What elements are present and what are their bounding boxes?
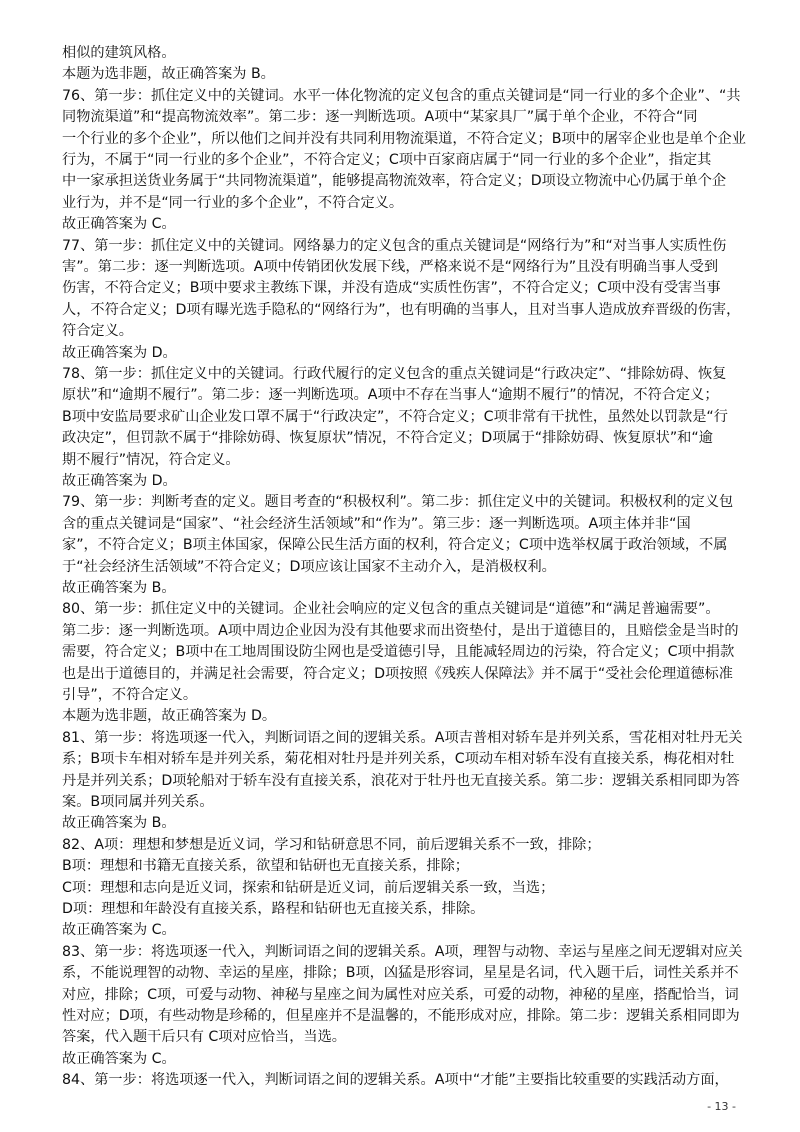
text-line: 需要，符合定义；B项中在工地周围设防尘网也是受道德引导，且能减轻周边的污染，符合定义；C项中捐款	[62, 644, 735, 661]
text-line: 案。B项同属并列关系。	[62, 794, 214, 810]
text-line: 家”，不符合定义；B项主体国家，保障公民生活方面的权利，符合定义；C项中选举权属于政治领域，不属	[62, 537, 728, 554]
text-line: 系；B项卡车相对轿车是并列关系，菊花相对牡丹是并列关系，C项动车相对轿车没有直接关系，梅花相对牡	[62, 751, 735, 768]
text-line: 系，不能说理智的动物、幸运的星座，排除；B项，凶猛是形容词，星星是名词，代入题干后，词性关系并不	[62, 965, 739, 982]
text-line: 期不履行”情况，符合定义。	[62, 451, 240, 468]
text-line: 答案，代入题干后只有 C项对应恰当，当选。	[62, 1029, 346, 1046]
text-line: 符合定义。	[62, 323, 133, 340]
text-line: 引导”，不符合定义。	[62, 687, 198, 703]
page-number: - 13 -	[707, 1100, 736, 1113]
text-line: 第二步：逐一判断选项。A项中周边企业因为没有其他要求而出资垫付，是出于道德目的，且赔偿金是当时的	[62, 622, 739, 639]
text-line: 80、第一步：抓住定义中的关键词。企业社会响应的定义包含的重点关键词是“道德”和“满足普遍需要”。	[62, 601, 720, 618]
text-line: 相似的建筑风格。	[62, 45, 176, 61]
text-line: 78、第一步：抓住定义中的关键词。行政代履行的定义包含的重点关键词是“行政决定”、“排除妨碍、恢复	[62, 366, 727, 382]
text-line: 丹是并列关系；D项轮船对于轿车没有直接关系，浪花对于牡丹也无直接关系。第二步：逻辑关系相同即为答	[62, 772, 740, 789]
text-line: 于“社会经济生活领域”不符合定义；D项应该让国家不主动介入，是消极权利。	[62, 558, 556, 575]
text-line: 政决定”，但罚款不属于“排除妨碍、恢复原状”情况，不符合定义；D项属于“排除妨碍、恢复原状”和“逾	[62, 430, 713, 447]
text-line: B项：理想和书籍无直接关系，欲望和钻研也无直接关系，排除；	[62, 858, 469, 875]
text-line: B项中安监局要求矿山企业发口罩不属于“行政决定”，不符合定义；C项非常有干扰性，虽然处以罚款是“行	[62, 408, 728, 425]
text-line: 伤害，不符合定义；B项中要求主教练下课，并没有造成“实质性伤害”，不符合定义；C项中没有受害当事	[62, 280, 721, 297]
text-line: 故正确答案为 D。	[62, 344, 177, 361]
text-line: 含的重点关键词是“国家”、“社会经济生活领域”和“作为”。第三步：逐一判断选项。A项主体并非“国	[62, 515, 691, 532]
text-line: 本题为选非题，故正确答案为 D。	[62, 708, 277, 725]
text-line: D项：理想和年龄没有直接关系，路程和钻研也无直接关系，排除。	[62, 901, 485, 917]
text-line: 故正确答案为 C。	[62, 922, 176, 939]
text-line: 中一家承担送货业务属于“共同物流渠道”，能够提高物流效率，符合定义；D项设立物流中心仍属于单个企	[62, 173, 727, 190]
text-line: 77、第一步：抓住定义中的关键词。网络暴力的定义包含的重点关键词是“网络行为”和“对当事人实质性伤	[62, 237, 727, 254]
text-line: 本题为选非题，故正确答案为 B。	[62, 66, 275, 83]
text-line: 故正确答案为 B。	[62, 580, 176, 596]
text-line: 业行为，并不是“同一行业的多个企业”，不符合定义。	[62, 194, 404, 211]
text-line: 性对应；D项，有些动物是珍稀的，但星座并不是温馨的，不能形成对应，排除。第二步：逻辑关系相同即为	[62, 1008, 740, 1024]
text-line: 76、第一步：抓住定义中的关键词。水平一体化物流的定义包含的重点关键词是“同一行业的多个企业”、“共	[62, 87, 741, 104]
text-line: 故正确答案为 B。	[62, 815, 176, 832]
text-line: 81、第一步：将选项逐一代入，判断词语之间的逻辑关系。A项吉普相对轿车是并列关系，雪花相对牡丹无关	[62, 729, 743, 746]
text-line: 84、第一步：将选项逐一代入，判断词语之间的逻辑关系。A项中“才能”主要指比较重要的实践活动方面，	[62, 1072, 729, 1089]
text-line: 故正确答案为 C。	[62, 216, 176, 233]
text-line: 同物流渠道”和“提高物流效率”。第二步：逐一判断选项。A项中“某家具厂”属于单个企业，不符合“同	[62, 109, 698, 126]
text-line: C项：理想和志向是近义词，探索和钻研是近义词，前后逻辑关系一致，当选；	[62, 879, 555, 896]
text-line: 也是出于道德目的，并满足社会需要，符合定义；D项按照《残疾人保障法》并不属于“受社会伦理道德标准	[62, 665, 733, 682]
text-line: 故正确答案为 C。	[62, 1050, 176, 1067]
text-line: 一个行业的多个企业”，所以他们之间并没有共同利用物流渠道，不符合定义；B项中的屠宰企业也是单个企业	[62, 130, 746, 147]
text-line: 故正确答案为 D。	[62, 473, 177, 489]
text-line: 行为，不属于“同一行业的多个企业”，不符合定义；C项中百家商店属于“同一行业的多个企业”，指定其	[62, 152, 712, 168]
text-line: 82、A项：理想和梦想是近义词，学习和钻研意思不同，前后逻辑关系不一致，排除；	[62, 836, 601, 853]
text-line: 79、第一步：判断考查的定义。题目考查的“积极权利”。第二步：抓住定义中的关键词。积极权利的定义包	[62, 494, 734, 511]
text-line: 害”。第二步：逐一判断选项。A项中传销团伙发展下线，严格来说不是“网络行为”且没有明确当事人受到	[62, 259, 719, 275]
text-line: 原状”和“逾期不履行”。第二步：逐一判断选项。A项中不存在当事人“逾期不履行”的情况，不符合定义；	[62, 387, 719, 404]
text-line: 人，不符合定义；D项有曝光选手隐私的“网络行为”，也有明确的当事人，且对当事人造成放弃晋级的伤害，	[62, 301, 741, 318]
text-line: 83、第一步：将选项逐一代入，判断词语之间的逻辑关系。A项，理智与动物、幸运与星座之间无逻辑对应关	[62, 943, 743, 960]
text-line: 对应，排除；C项，可爱与动物、神秘与星座之间为属性对应关系，可爱的动物，神秘的星座，搭配恰当，词	[62, 986, 739, 1003]
